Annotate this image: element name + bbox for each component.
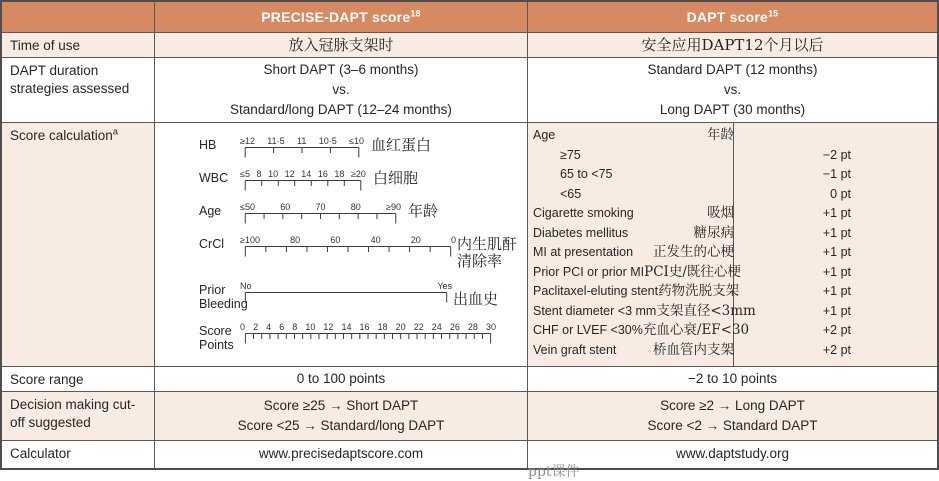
scale-label: HB xyxy=(199,138,217,152)
scale-ruler-block xyxy=(240,168,366,191)
criteria-left xyxy=(528,204,738,224)
criteria-chinese: 正发生的心梗 xyxy=(653,244,734,260)
criteria-points: +1 pt xyxy=(822,284,851,298)
duration-dapt-line1: Standard DAPT (12 months) xyxy=(647,61,818,77)
tick-label: 4 xyxy=(266,322,272,333)
tick-label: 18 xyxy=(334,168,345,179)
criteria-row xyxy=(528,224,937,244)
scale-chinese-annotation: 年龄 xyxy=(408,201,439,220)
tick-label: 6 xyxy=(279,322,285,333)
duration-precise xyxy=(155,58,527,122)
tick-label: 24 xyxy=(431,322,442,333)
criteria-name: ≥75 xyxy=(560,147,581,162)
tick-label: Yes xyxy=(437,281,452,292)
scale-label: WBC xyxy=(199,170,229,185)
decision-dapt xyxy=(528,392,937,440)
decision-precise-line1: Score ≥25 → Short DAPT xyxy=(263,397,419,413)
ppt-watermark: ppt课件 xyxy=(528,464,580,480)
calculator-url-precise: www.precisedaptscore.com xyxy=(155,441,527,468)
criteria-chinese: 年龄 xyxy=(707,127,734,143)
criteria-left xyxy=(528,263,745,283)
precise-score-nomogram xyxy=(155,123,527,366)
tick-label: ≤5 xyxy=(240,168,250,179)
tick-label: 8 xyxy=(256,168,262,179)
tick-label: 2 xyxy=(253,322,259,333)
criteria-points: −1 pt xyxy=(822,167,851,181)
criteria-row xyxy=(528,185,937,205)
duration-dapt-line2: vs. xyxy=(723,81,742,97)
criteria-points: +1 pt xyxy=(822,264,851,279)
nomogram-scale-row xyxy=(199,169,521,191)
tick-label: 11 xyxy=(297,136,307,146)
criteria-name: <65 xyxy=(560,186,582,201)
tick-label: ≥12 xyxy=(240,136,255,146)
nomogram-scale-row xyxy=(199,202,521,224)
criteria-chinese: 吸烟 xyxy=(707,205,734,221)
criteria-chinese: 桥血管内支架 xyxy=(653,341,734,358)
criteria-name: 65 to <75 xyxy=(560,167,613,181)
row-label-duration: DAPT duration strategies assessed xyxy=(2,58,154,122)
criteria-points: +1 pt xyxy=(822,225,851,240)
row-label-score-range: Score range xyxy=(2,367,154,391)
tick-label: 22 xyxy=(413,322,424,333)
ruler-icon xyxy=(245,246,451,257)
decision-dapt-line2: Score <2 → Standard DAPT xyxy=(647,418,818,433)
row-label-score-calculation: Score calculation$^a$ xyxy=(2,123,154,366)
row-label-decision: Decision making cut-off suggested xyxy=(2,392,154,440)
criteria-left xyxy=(528,243,738,263)
decision-dapt-line1: Score ≥2 → Long DAPT xyxy=(660,397,805,413)
tick-label: 10 xyxy=(305,322,316,333)
criteria-left xyxy=(528,165,738,185)
criteria-points: +1 pt xyxy=(822,245,851,259)
tick-label: 10·5 xyxy=(318,136,337,146)
ruler-icon xyxy=(245,147,359,158)
dapt-title: DAPT score$^{15}$ xyxy=(686,8,779,25)
ruler-icon xyxy=(245,180,361,191)
tick-label: ≥100 xyxy=(240,234,260,245)
header-precise-dapt xyxy=(155,2,527,32)
criteria-name: CHF or LVEF <30% xyxy=(533,323,643,337)
tick-label: 14 xyxy=(301,168,312,179)
criteria-left xyxy=(528,185,738,205)
nomogram-scale-row xyxy=(199,281,521,312)
score-range-precise: 0 to 100 points xyxy=(155,367,527,391)
criteria-chinese: 充血心衰/EF<30 xyxy=(642,322,750,338)
scale-chinese-annotation: 血红蛋白 xyxy=(371,136,432,154)
criteria-row xyxy=(528,263,937,283)
duration-dapt-line3: Long DAPT (30 months) xyxy=(659,102,806,118)
scale-chinese-annotation: 出血史 xyxy=(453,290,499,309)
tick-label: ≤10 xyxy=(349,136,364,146)
tick-label: 60 xyxy=(330,234,341,245)
tick-label: 80 xyxy=(350,201,361,212)
nomogram-scale-row xyxy=(199,235,521,271)
scale-tick-labels xyxy=(240,235,456,245)
criteria-row xyxy=(528,165,937,185)
criteria-left xyxy=(528,321,753,341)
criteria-left xyxy=(528,146,738,166)
precise-dapt-title: PRECISE-DAPT score$^{18}$ xyxy=(261,8,421,25)
tick-label: 12 xyxy=(323,322,334,333)
scale-ruler-block xyxy=(240,281,452,303)
scale-ruler-block xyxy=(240,201,401,224)
dapt-ref-superscript: 15 xyxy=(767,8,779,19)
ruler-icon xyxy=(245,213,396,224)
header-corner-cell xyxy=(2,2,154,32)
criteria-points: 0 pt xyxy=(830,186,851,201)
tick-label: 8 xyxy=(292,322,298,333)
criteria-name: Paclitaxel-eluting stent xyxy=(533,284,659,298)
scale-tick-labels xyxy=(240,322,496,332)
tick-label: 0 xyxy=(450,234,456,245)
criteria-points: −2 pt xyxy=(822,147,851,162)
tick-label: 11·5 xyxy=(267,136,285,146)
tick-label: 80 xyxy=(290,234,301,245)
tick-label: 0 xyxy=(240,322,246,333)
score-calc-footnote: a xyxy=(112,126,118,137)
dapt-criteria-list xyxy=(528,126,937,360)
duration-precise-line2: vs. xyxy=(332,81,350,97)
tick-label: 60 xyxy=(280,201,291,212)
row-label-time-of-use: Time of use xyxy=(2,33,154,57)
criteria-row xyxy=(528,302,937,322)
scale-label: Prior Bleeding xyxy=(199,283,248,311)
scale-ruler-block xyxy=(240,322,496,344)
scale-label: Age xyxy=(199,203,222,218)
tick-label: 20 xyxy=(395,322,406,333)
calculator-url-dapt: www.daptstudy.org xyxy=(528,441,937,468)
criteria-left xyxy=(528,282,743,302)
criteria-name: Cigarette smoking xyxy=(533,206,634,220)
precise-ref-superscript: 18 xyxy=(410,8,421,19)
scale-tick-labels xyxy=(240,202,401,212)
dapt-score-criteria xyxy=(528,123,937,366)
duration-precise-line3: Standard/long DAPT (12–24 months) xyxy=(230,102,452,118)
criteria-left xyxy=(528,126,738,146)
criteria-name: Vein graft stent xyxy=(533,342,617,357)
tick-label: 26 xyxy=(449,322,460,333)
scale-ruler-block xyxy=(240,234,456,257)
tick-label: 16 xyxy=(359,322,370,333)
ruler-icon xyxy=(245,333,491,344)
tick-label: ≥20 xyxy=(350,168,366,179)
criteria-points xyxy=(738,126,937,146)
tick-label: No xyxy=(240,281,252,292)
tick-label: 70 xyxy=(315,201,326,212)
criteria-points: +1 pt xyxy=(822,303,851,318)
decision-precise xyxy=(155,392,527,440)
criteria-row xyxy=(528,321,937,341)
scale-chinese-annotation: 白细胞 xyxy=(373,168,419,187)
tick-label: 40 xyxy=(370,234,381,245)
criteria-row xyxy=(528,146,937,166)
row-label-calculator: Calculator xyxy=(2,441,154,468)
nomogram-scale-row xyxy=(199,322,521,353)
duration-precise-line1: Short DAPT (3–6 months) xyxy=(263,61,419,77)
scale-chinese-annotation: 内生肌酐清除率 xyxy=(457,234,518,270)
criteria-left xyxy=(528,302,760,322)
criteria-chinese: 药物洗脱支架 xyxy=(658,283,740,299)
tick-label: 28 xyxy=(467,322,478,333)
score-range-dapt: −2 to 10 points xyxy=(528,367,937,391)
criteria-name: Stent diameter <3 mm xyxy=(533,303,657,318)
criteria-left xyxy=(528,341,738,361)
ruler-icon xyxy=(245,292,447,303)
criteria-name: Prior PCI or prior MI xyxy=(533,264,645,279)
tick-label: 16 xyxy=(317,168,328,179)
criteria-row xyxy=(528,282,937,302)
time-of-use-precise: 放入冠脉支架时 xyxy=(155,33,527,57)
criteria-chinese: PCI史/既往心梗 xyxy=(644,263,741,280)
tick-label: 10 xyxy=(268,168,279,179)
scale-tick-labels xyxy=(240,281,452,291)
criteria-chinese: 糖尿病 xyxy=(693,224,734,241)
nomogram-scale-row xyxy=(199,136,521,158)
scale-tick-labels xyxy=(240,136,364,146)
criteria-chinese: 支架直径<3mm xyxy=(656,302,756,319)
criteria-row xyxy=(528,243,937,263)
scale-tick-labels xyxy=(240,169,366,179)
scale-ruler-block xyxy=(240,136,364,158)
tick-label: 30 xyxy=(485,322,496,333)
header-dapt xyxy=(528,2,937,32)
scale-label: CrCl xyxy=(199,236,224,251)
tick-label: ≥90 xyxy=(386,201,401,212)
criteria-row xyxy=(528,341,937,361)
tick-label: 12 xyxy=(284,168,295,179)
criteria-points: +2 pt xyxy=(822,323,851,337)
criteria-left xyxy=(528,224,738,244)
tick-label: 18 xyxy=(377,322,388,333)
tick-label: 20 xyxy=(410,234,421,245)
decision-precise-line2: Score <25 → Standard/long DAPT xyxy=(237,418,445,433)
criteria-row xyxy=(528,204,937,224)
scale-label: Score Points xyxy=(199,324,234,353)
duration-dapt xyxy=(528,58,937,122)
criteria-name: Diabetes mellitus xyxy=(533,225,629,240)
criteria-row xyxy=(528,126,937,146)
criteria-points: +2 pt xyxy=(822,342,851,357)
criteria-name: MI at presentation xyxy=(533,245,634,259)
tick-label: 14 xyxy=(341,322,352,333)
criteria-name: Age xyxy=(533,128,556,142)
time-of-use-dapt: 安全应用DAPT12个月以后 xyxy=(528,33,937,57)
tick-label: ≤50 xyxy=(240,201,255,212)
criteria-points: +1 pt xyxy=(822,206,851,220)
